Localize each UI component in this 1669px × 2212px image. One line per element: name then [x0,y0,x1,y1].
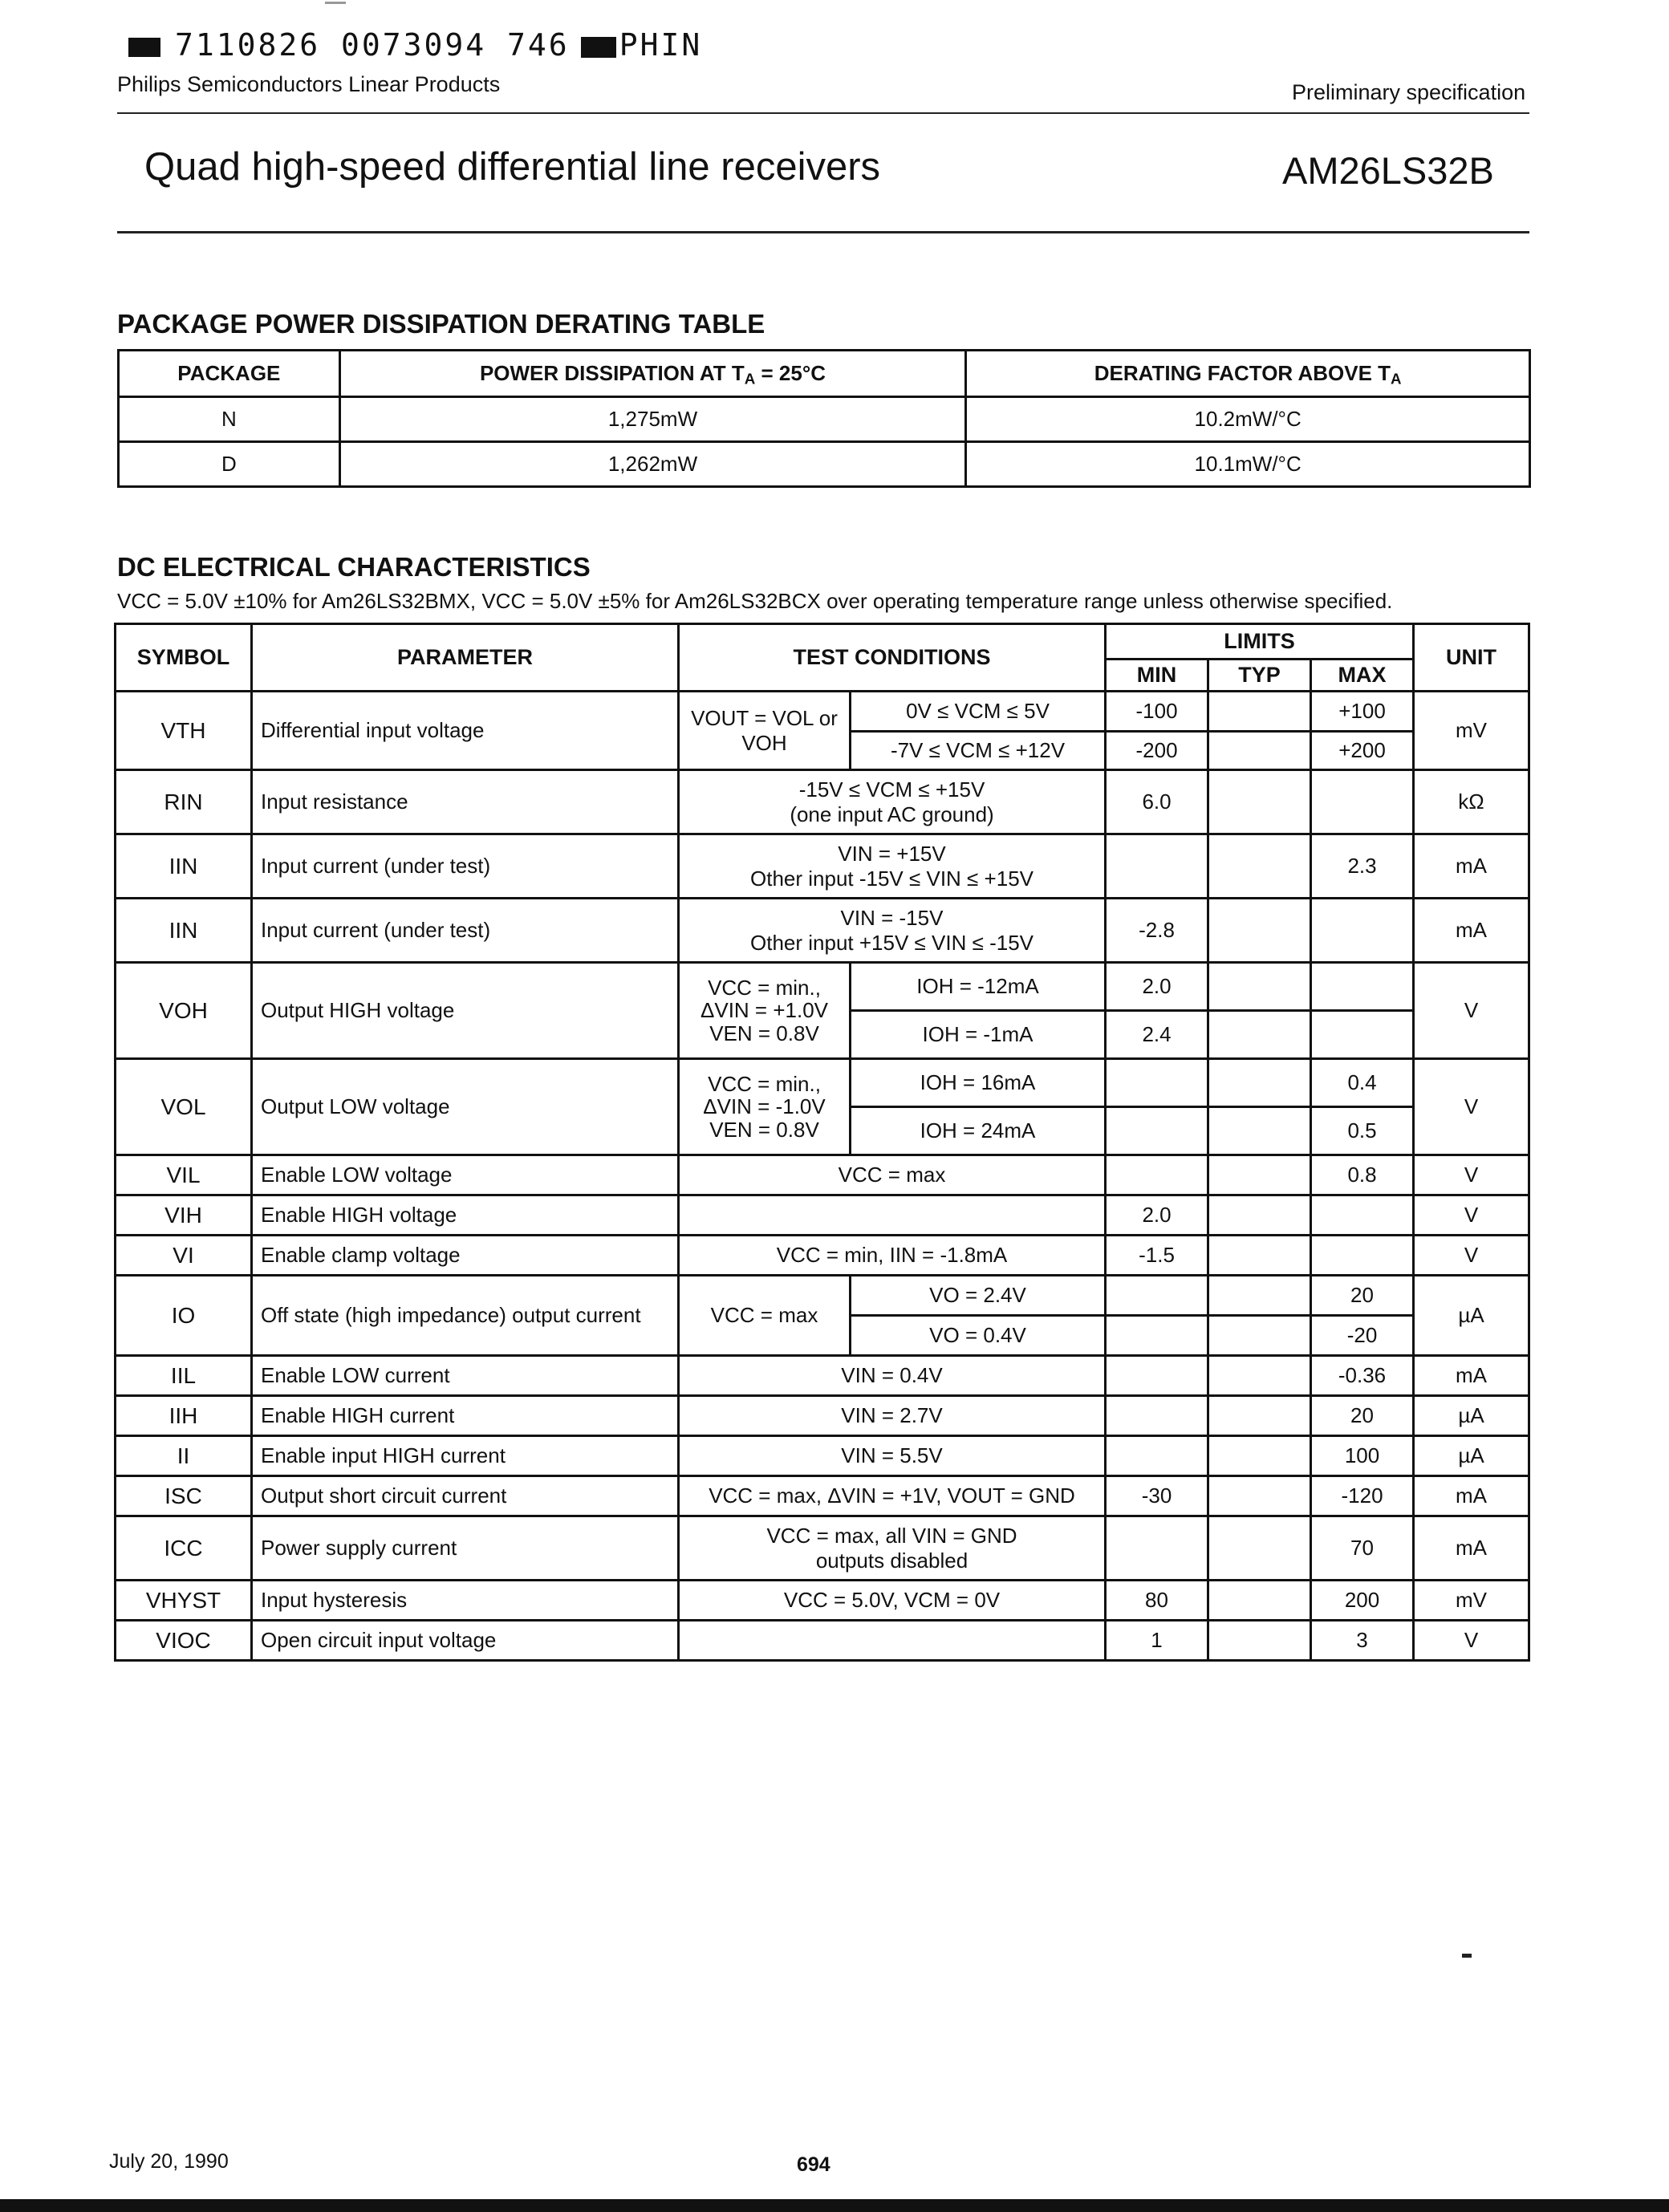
symbol-cell: IIH [116,1396,252,1436]
condition-cell: VCC = min., ΔVIN = -1.0V VEN = 0.8V [679,1059,851,1155]
min-cell [1106,1436,1208,1476]
unit-cell: mA [1414,1476,1529,1516]
parameter-cell: Output short circuit current [252,1476,679,1516]
parameter-cell: Enable input HIGH current [252,1436,679,1476]
max-cell [1311,1195,1414,1236]
unit-cell: mA [1414,1516,1529,1581]
max-cell: 0.5 [1311,1107,1414,1155]
col-test-conditions: TEST CONDITIONS [679,624,1106,692]
symbol-cell: VIOC [116,1621,252,1661]
barcode-line [128,27,702,63]
table-row [116,1476,1529,1516]
parameter-cell: Enable HIGH current [252,1396,679,1436]
parameter-cell: Enable LOW voltage [252,1155,679,1195]
condition-cell: VCC = max, all VIN = GND outputs disabled [679,1516,1106,1581]
min-cell [1106,1396,1208,1436]
symbol-cell: VTH [116,692,252,770]
typ-cell [1208,834,1311,899]
typ-cell [1208,1581,1311,1621]
typ-cell [1208,1316,1311,1356]
barcode-block [128,38,160,57]
typ-cell [1208,692,1311,732]
max-cell: 70 [1311,1516,1414,1581]
condition-cell [679,1195,1106,1236]
unit-cell: µA [1414,1396,1529,1436]
condition-cell: IOH = 24mA [851,1107,1106,1155]
parameter-cell: Off state (high impedance) output current [252,1276,679,1356]
symbol-cell: VIL [116,1155,252,1195]
parameter-cell: Differential input voltage [252,692,679,770]
company-name: Philips Semiconductors Linear Products [117,72,501,96]
parameter-cell: Open circuit input voltage [252,1621,679,1661]
table-row [116,963,1529,1011]
power-dissipation-table [117,349,1531,488]
condition-cell: VIN = 5.5V [679,1436,1106,1476]
typ-cell [1208,1011,1311,1059]
table-header-row [119,351,1530,397]
max-cell: +100 [1311,692,1414,732]
col-derating-factor: DERATING FACTOR ABOVE $T_A$ [966,351,1530,397]
dc-characteristics-table [114,623,1530,1662]
table-row [116,1155,1529,1195]
symbol-cell: VIH [116,1195,252,1236]
min-cell [1106,1316,1208,1356]
parameter-cell: Enable HIGH voltage [252,1195,679,1236]
condition-cell: VIN = 0.4V [679,1356,1106,1396]
table-row [116,770,1529,834]
max-cell: -20 [1311,1316,1414,1356]
power-table-heading: PACKAGE POWER DISSIPATION DERATING TABLE [117,309,765,339]
table-row [116,1516,1529,1581]
unit-cell: mA [1414,1356,1529,1396]
typ-cell [1208,1155,1311,1195]
max-cell: 0.4 [1311,1059,1414,1107]
parameter-cell: Enable clamp voltage [252,1236,679,1276]
max-cell [1311,1011,1414,1059]
condition-cell: -15V ≤ VCM ≤ +15V (one input AC ground) [679,770,1106,834]
condition-cell: VIN = 2.7V [679,1396,1106,1436]
page-number: 694 [797,2153,830,2176]
symbol-cell: IO [116,1276,252,1356]
table-row [116,1621,1529,1661]
symbol-cell: VOL [116,1059,252,1155]
max-cell [1311,963,1414,1011]
min-cell: 80 [1106,1581,1208,1621]
min-cell [1106,1276,1208,1316]
symbol-cell: VHYST [116,1581,252,1621]
col-typ: TYP [1208,660,1311,692]
condition-cell: VCC = max [679,1276,851,1356]
unit-cell: V [1414,963,1529,1059]
table-row [116,1195,1529,1236]
typ-cell [1208,1476,1311,1516]
table-row [116,1356,1529,1396]
package-cell: D [119,442,340,487]
scan-speck [1462,1954,1472,1958]
col-limits: LIMITS [1106,624,1414,660]
power-cell: 1,275mW [339,397,966,442]
parameter-cell: Input current (under test) [252,899,679,963]
typ-cell [1208,1195,1311,1236]
table-row [116,1236,1529,1276]
min-cell: -1.5 [1106,1236,1208,1276]
scan-mark [325,2,346,4]
condition-cell: -7V ≤ VCM ≤ +12V [851,732,1106,770]
symbol-cell: VI [116,1236,252,1276]
part-number: AM26LS32B [1282,149,1494,192]
condition-cell: VO = 2.4V [851,1276,1106,1316]
unit-cell: mA [1414,834,1529,899]
table-row [116,692,1529,732]
max-cell: 20 [1311,1396,1414,1436]
symbol-cell: IIN [116,834,252,899]
typ-cell [1208,1276,1311,1316]
col-power-dissipation: POWER DISSIPATION AT $T_A = 25^\circ C$ [339,351,966,397]
typ-cell [1208,1107,1311,1155]
parameter-cell: Power supply current [252,1516,679,1581]
unit-cell: V [1414,1059,1529,1155]
col-unit: UNIT [1414,624,1529,692]
typ-cell [1208,732,1311,770]
condition-cell: VIN = -15V Other input +15V ≤ VIN ≤ -15V [679,899,1106,963]
symbol-cell: IIN [116,899,252,963]
condition-cell: 0V ≤ VCM ≤ 5V [851,692,1106,732]
condition-cell: VCC = 5.0V, VCM = 0V [679,1581,1106,1621]
col-symbol: SYMBOL [116,624,252,692]
max-cell: -120 [1311,1476,1414,1516]
barcode-text: 7110826 0073094 746 [175,27,570,63]
max-cell: 3 [1311,1621,1414,1661]
min-cell: 6.0 [1106,770,1208,834]
condition-cell: IOH = -12mA [851,963,1106,1011]
parameter-cell: Enable LOW current [252,1356,679,1396]
min-cell [1106,834,1208,899]
derating-cell: 10.1mW/°C [966,442,1530,487]
max-cell [1311,1236,1414,1276]
max-cell: +200 [1311,732,1414,770]
min-cell [1106,1059,1208,1107]
barcode-suffix: PHIN [619,27,703,63]
min-cell: -2.8 [1106,899,1208,963]
unit-cell: µA [1414,1276,1529,1356]
max-cell [1311,770,1414,834]
page-title: Quad high-speed differential line receivers [144,145,881,189]
max-cell: 2.3 [1311,834,1414,899]
condition-cell [679,1621,1106,1661]
typ-cell [1208,1236,1311,1276]
min-cell: -30 [1106,1476,1208,1516]
max-cell: -0.36 [1311,1356,1414,1396]
table-row [116,1436,1529,1476]
col-package: PACKAGE [119,351,340,397]
condition-cell: VCC = min., ΔVIN = +1.0V VEN = 0.8V [679,963,851,1059]
unit-cell: kΩ [1414,770,1529,834]
symbol-cell: ISC [116,1476,252,1516]
col-min: MIN [1106,660,1208,692]
typ-cell [1208,1621,1311,1661]
min-cell: -200 [1106,732,1208,770]
document-type: Preliminary specification [1292,80,1526,104]
symbol-cell: RIN [116,770,252,834]
dc-characteristics-heading: DC ELECTRICAL CHARACTERISTICS [117,552,591,582]
max-cell: 200 [1311,1581,1414,1621]
barcode-block [581,37,616,58]
power-cell: 1,262mW [339,442,966,487]
max-cell: 100 [1311,1436,1414,1476]
max-cell: 20 [1311,1276,1414,1316]
min-cell [1106,1107,1208,1155]
typ-cell [1208,1059,1311,1107]
table-row [116,1396,1529,1436]
table-row [119,442,1530,487]
table-row [116,1276,1529,1316]
min-cell [1106,1516,1208,1581]
max-cell: 0.8 [1311,1155,1414,1195]
unit-cell: V [1414,1621,1529,1661]
symbol-cell: IIL [116,1356,252,1396]
table-row [119,397,1530,442]
parameter-cell: Input current (under test) [252,834,679,899]
min-cell: -100 [1106,692,1208,732]
table-row [116,1059,1529,1107]
condition-cell: VCC = max [679,1155,1106,1195]
header-divider [117,112,1529,114]
table-row [116,834,1529,899]
symbol-cell: ICC [116,1516,252,1581]
parameter-cell: Input resistance [252,770,679,834]
package-cell: N [119,397,340,442]
condition-cell: VCC = max, ΔVIN = +1V, VOUT = GND [679,1476,1106,1516]
parameter-cell: Input hysteresis [252,1581,679,1621]
condition-cell: IOH = 16mA [851,1059,1106,1107]
unit-cell: mV [1414,1581,1529,1621]
table-header-row [116,624,1529,660]
max-cell [1311,899,1414,963]
dc-conditions-note: VCC = 5.0V ±10% for Am26LS32BMX, VCC = 5.0V ±5% for Am26LS32BCX over operating temperature range unless otherwise specified. [117,589,1393,613]
unit-cell: V [1414,1195,1529,1236]
derating-cell: 10.2mW/°C [966,397,1530,442]
symbol-cell: VOH [116,963,252,1059]
condition-cell: VO = 0.4V [851,1316,1106,1356]
typ-cell [1208,963,1311,1011]
unit-cell: µA [1414,1436,1529,1476]
typ-cell [1208,1436,1311,1476]
min-cell: 2.0 [1106,1195,1208,1236]
typ-cell [1208,899,1311,963]
min-cell [1106,1356,1208,1396]
condition-cell: VOUT = VOL or VOH [679,692,851,770]
min-cell: 2.0 [1106,963,1208,1011]
unit-cell: V [1414,1155,1529,1195]
col-max: MAX [1311,660,1414,692]
table-row [116,1581,1529,1621]
min-cell: 1 [1106,1621,1208,1661]
unit-cell: mA [1414,899,1529,963]
symbol-cell: II [116,1436,252,1476]
footer-date: July 20, 1990 [109,2150,229,2173]
unit-cell: V [1414,1236,1529,1276]
title-divider [117,231,1529,233]
bottom-edge-bar [0,2199,1669,2212]
typ-cell [1208,1396,1311,1436]
min-cell [1106,1155,1208,1195]
table-row [116,899,1529,963]
typ-cell [1208,1516,1311,1581]
condition-cell: IOH = -1mA [851,1011,1106,1059]
min-cell: 2.4 [1106,1011,1208,1059]
typ-cell [1208,1356,1311,1396]
col-parameter: PARAMETER [252,624,679,692]
unit-cell: mV [1414,692,1529,770]
condition-cell: VCC = min, IIN = -1.8mA [679,1236,1106,1276]
parameter-cell: Output LOW voltage [252,1059,679,1155]
parameter-cell: Output HIGH voltage [252,963,679,1059]
typ-cell [1208,770,1311,834]
condition-cell: VIN = +15V Other input -15V ≤ VIN ≤ +15V [679,834,1106,899]
